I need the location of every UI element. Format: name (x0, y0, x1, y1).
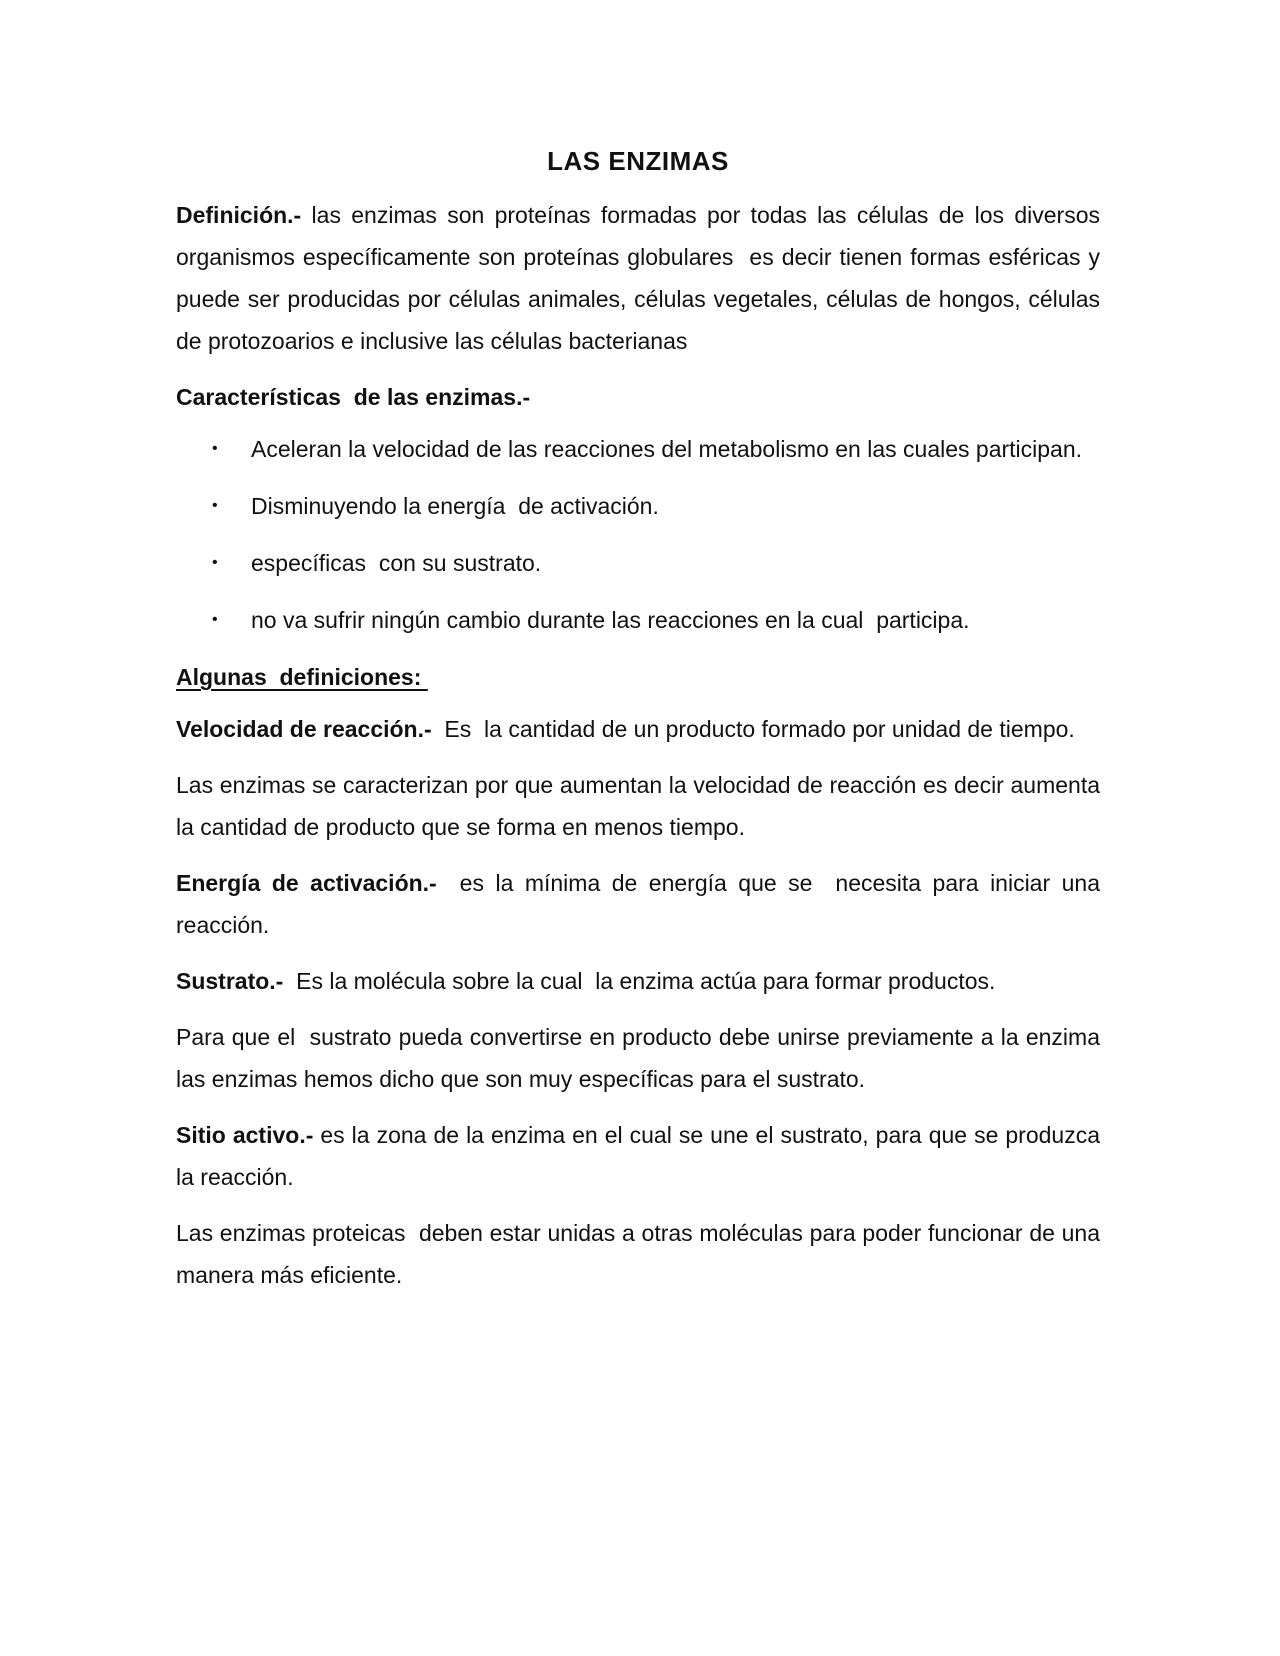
definicion-term: Definición.- (176, 202, 302, 228)
sitio-activo-text: es la zona de la enzima en el cual se une el sustrato, para que se produzca la reacción. (176, 1122, 1107, 1190)
list-item-text: Aceleran la velocidad de las reacciones del metabolismo en las cuales participan. (251, 436, 1083, 462)
energia-term: Energía de activación.- (176, 870, 437, 896)
page-title: LAS ENZIMAS (547, 146, 729, 176)
energia-text: es la mínima de energía que se necesita para iniciar una reacción. (176, 870, 1107, 938)
document-page (176, 140, 1107, 1310)
bullet-icon: • (212, 497, 218, 514)
velocidad-term: Velocidad de reacción.- (176, 716, 432, 742)
sitio-activo-paragraph (176, 1114, 1107, 1198)
list-item (176, 599, 1100, 641)
caracteristicas-heading: Características de las enzimas.- (176, 384, 531, 410)
bullet-icon: • (212, 611, 218, 628)
list-item-text: específicas con su sustrato. (251, 550, 542, 576)
algunas-definiciones-heading: Algunas definiciones: (176, 664, 428, 690)
velocidad-note-paragraph: Las enzimas se caracterizan por que aumentan la velocidad de reacción es decir aumenta la cantidad de producto que se forma en menos tiempo. (176, 772, 1107, 840)
sitio-activo-term: Sitio activo.- (176, 1122, 314, 1148)
sustrato-term: Sustrato.- (176, 968, 284, 994)
definicion-paragraph (176, 194, 1107, 362)
list-item-text: Disminuyendo la energía de activación. (251, 493, 659, 519)
bullet-icon: • (212, 554, 218, 571)
list-item (176, 428, 1100, 470)
caracteristicas-list (176, 428, 1100, 641)
definicion-text: las enzimas son proteínas formadas por todas las células de los diversos organismos específicamente son proteínas globulares es decir tienen formas esféricas y puede ser producidas por células animales, células vegetales, células de hongos, células de protozoarios e inclusive las células bacterianas (176, 202, 1107, 354)
list-item (176, 485, 1100, 527)
sustrato-note-paragraph: Para que el sustrato pueda convertirse en producto debe unirse previamente a la enzima las enzimas hemos dicho que son muy específicas para el sustrato. (176, 1024, 1107, 1092)
sustrato-text: Es la molécula sobre la cual la enzima actúa para formar productos. (283, 968, 996, 994)
velocidad-paragraph (176, 708, 1100, 750)
proteicas-paragraph: Las enzimas proteicas deben estar unidas a otras moléculas para poder funcionar de una manera más eficiente. (176, 1220, 1107, 1288)
energia-paragraph (176, 862, 1107, 946)
list-item-text: no va sufrir ningún cambio durante las reacciones en la cual participa. (251, 607, 970, 633)
velocidad-text: Es la cantidad de un producto formado por unidad de tiempo. (431, 716, 1075, 742)
list-item (176, 542, 1100, 584)
sustrato-paragraph (176, 960, 1100, 1002)
bullet-icon: • (212, 440, 218, 457)
